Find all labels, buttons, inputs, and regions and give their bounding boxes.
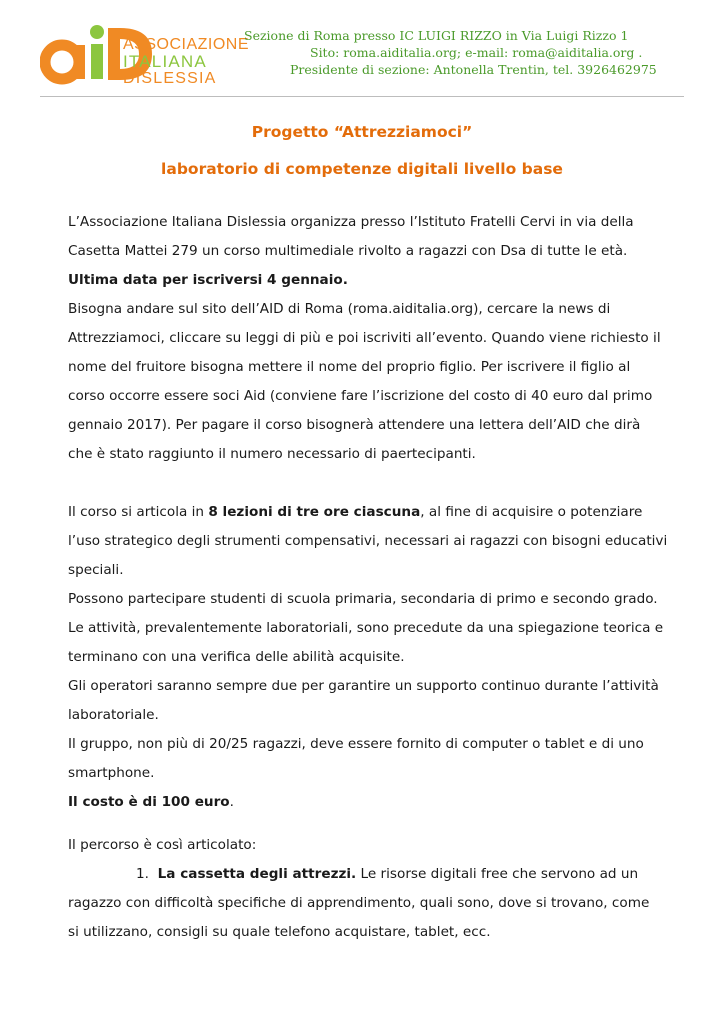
paragraph-line: terminano con una verifica delle abilità acquisite.: [68, 649, 405, 665]
paragraph-line: si utilizzano, consigli su quale telefono acquistare, tablet, ecc.: [68, 924, 491, 940]
contact-address: Sezione di Roma presso IC LUIGI RIZZO in Via Luigi Rizzo 1: [244, 28, 629, 43]
list-item-1: 1. La cassetta degli attrezzi. Le risorse digitali free che servono ad un: [136, 866, 639, 882]
paragraph-line: Le attività, prevalentemente laboratoriali, sono precedute da una spiegazione teorica e: [68, 620, 664, 636]
contact-site-email: Sito: roma.aiditalia.org; e-mail: roma@aiditalia.org .: [310, 45, 643, 60]
paragraph-line: corso occorre essere soci Aid (conviene fare l’iscrizione del costo di 40 euro dal primo: [68, 388, 653, 404]
header-divider: [40, 96, 684, 97]
logo-line-dislessia: DISLESSIA: [123, 70, 217, 87]
contact-president: Presidente di sezione: Antonella Trentin, tel. 3926462975: [290, 62, 657, 77]
paragraph-line: Possono partecipare studenti di scuola primaria, secondaria di primo e secondo grado.: [68, 591, 658, 607]
paragraph-line: Gli operatori saranno sempre due per garantire un supporto continuo durante l’attività: [68, 678, 659, 694]
paragraph-line: ragazzo con difficoltà specifiche di apprendimento, quali sono, dove si trovano, come: [68, 895, 650, 911]
paragraph-line: speciali.: [68, 562, 124, 578]
section-contact: [230, 27, 700, 78]
paragraph-line: l’uso strategico degli strumenti compensativi, necessari ai ragazzi con bisogni educativi: [68, 533, 668, 549]
list-intro: Il percorso è così articolato:: [68, 837, 257, 853]
logo-line-italiana: ITALIANA: [123, 52, 207, 71]
paragraph-line: Bisogna andare sul sito dell’AID di Roma (roma.aiditalia.org), cercare la news di: [68, 301, 611, 317]
logo-line-associazione: ASSOCIAZIONE: [123, 36, 250, 53]
cost-notice: Il costo è di 100 euro.: [68, 794, 234, 810]
paragraph-line: smartphone.: [68, 765, 155, 781]
deadline-notice: Ultima data per iscriversi 4 gennaio.: [68, 272, 348, 288]
paragraph-line: Casetta Mattei 279 un corso multimediale rivolto a ragazzi con Dsa di tutte le età.: [68, 243, 628, 259]
document-body: [68, 208, 668, 947]
letterhead: [0, 0, 724, 100]
paragraph-line: gennaio 2017). Per pagare il corso bisognerà attendere una lettera dell’AID che dirà: [68, 417, 641, 433]
paragraph-line: laboratoriale.: [68, 707, 159, 723]
paragraph-line: Attrezziamoci, cliccare su leggi di più e poi iscriviti all’evento. Quando viene richiesto il: [68, 330, 661, 346]
paragraph-line: nome del fruitore bisogna mettere il nome del proprio figlio. Per iscrivere il figlio al: [68, 359, 631, 375]
document-title: Progetto “Attrezziamoci”: [251, 123, 473, 141]
paragraph-line: Il gruppo, non più di 20/25 ragazzi, deve essere fornito di computer o tablet e di uno: [68, 736, 644, 752]
paragraph-line: che è stato raggiunto il numero necessario di paertecipanti.: [68, 446, 476, 462]
course-structure-line: Il corso si articola in 8 lezioni di tre ore ciascuna, al fine di acquisire o potenziare: [68, 504, 643, 520]
paragraph-line: L’Associazione Italiana Dislessia organizza presso l’Istituto Fratelli Cervi in via della: [68, 214, 634, 230]
document-subtitle: laboratorio di competenze digitali livello base: [161, 160, 563, 178]
